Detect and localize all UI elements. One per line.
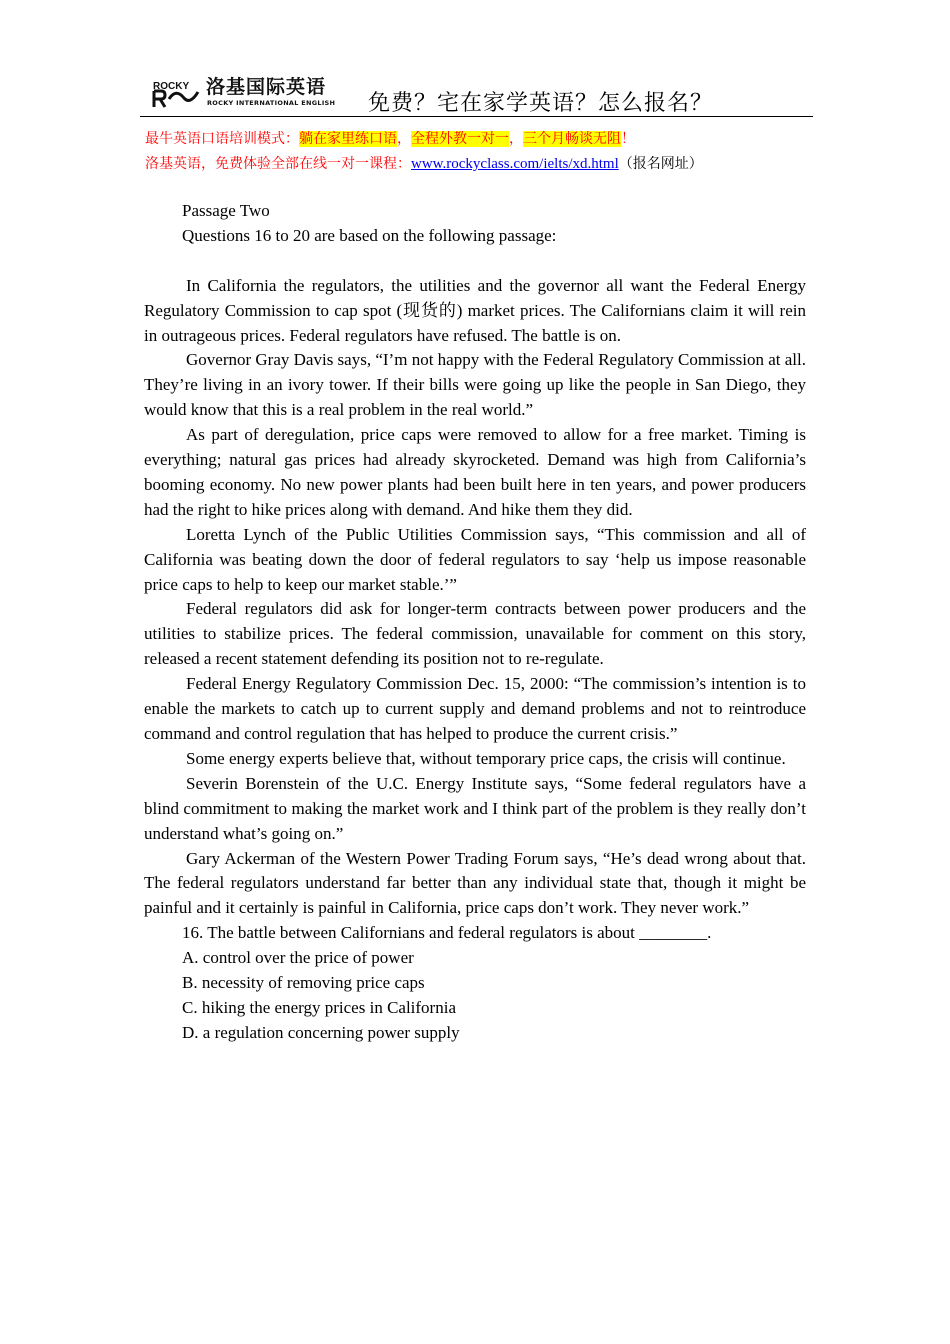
logo-mark-text: ROCKY: [153, 81, 190, 92]
logo-chinese-name: 洛基国际英语: [206, 76, 327, 98]
rocky-logo-mark-icon: [152, 78, 202, 108]
promo-line-2-prefix: 洛基英语，免费体验全部在线一对一课程：: [145, 156, 411, 172]
logo-english-name: ROCKY INTERNATIONAL ENGLISH: [207, 99, 336, 107]
passage-paragraph: Federal Energy Regulatory Commission Dec. 15, 2000: “The commission’s intention is to enable the markets to catch up to current supply and demand problems and not to reintroduce command and control regulation that has helped to produce the current crisis.”: [144, 674, 806, 744]
passage-paragraph: Severin Borenstein of the U.C. Energy Institute says, “Some federal regulators have a blind commitment to making the market work and I think part of the problem is they really don’t understand what’s going on.”: [144, 773, 806, 843]
header-slogan: 免费？宅在家学英语？怎么报名？: [368, 91, 714, 116]
promo-highlight-2: 全程外教一对一: [411, 131, 509, 147]
passage-instruction: Questions 16 to 20 are based on the following passage:: [182, 225, 557, 245]
question-option-b: B. necessity of removing price caps: [182, 973, 425, 993]
passage-paragraph: Federal regulators did ask for longer-term contracts between power producers and the utilities to stabilize prices. The federal commission, unavailable for comment on this story, released a recent statement defending its position not to re-regulate.: [144, 599, 806, 669]
question-option-a: A. control over the price of power: [182, 948, 414, 968]
promo-highlight-3: 三个月畅谈无阻: [523, 131, 621, 147]
promo-separator: ，: [397, 131, 411, 147]
passage-paragraph: Governor Gray Davis says, “I’m not happy with the Federal Regulatory Commission at all. They’re living in an ivory tower. If their bills were going up like the people in San Diego, they would know that this is a real problem in the real world.”: [144, 350, 806, 420]
passage-paragraph: Gary Ackerman of the Western Power Trading Forum says, “He’s dead wrong about that. The federal regulators understand far better than any individual state that, though it might be painful and it certainly is painful in California, price caps don’t work. They never work.”: [144, 848, 806, 918]
passage-content: [144, 199, 806, 1046]
passage-paragraph: Some energy experts believe that, without temporary price caps, the crisis will continue.: [186, 748, 786, 768]
promo-line-2: [145, 153, 703, 173]
passage-paragraph: In California the regulators, the utilities and the governor all want the Federal Energy Regulatory Commission to cap spot (现货的) market prices. The Californians claim it will rein in outrageous prices. Federal regulators have refused. The battle is on.: [144, 275, 806, 345]
question-option-d: D. a regulation concerning power supply: [182, 1022, 460, 1042]
page-header: [140, 70, 813, 117]
signup-link[interactable]: www.rockyclass.com/ielts/xd.html: [411, 156, 619, 172]
passage-paragraph: As part of deregulation, price caps were removed to allow for a free market. Timing is everything; natural gas prices had already skyrocketed. Demand was high from California’s booming economy. No new power plants had been built here in ten years, and power producers had the right to hike prices along with demand. And hike them they did.: [144, 425, 806, 519]
promo-highlight-1: 躺在家里练口语: [299, 131, 397, 147]
question-stem: 16. The battle between Californians and federal regulators is about ________.: [182, 923, 712, 943]
promo-end-mark: ！: [621, 131, 635, 147]
question-option-c: C. hiking the energy prices in California: [182, 997, 456, 1017]
passage-paragraph: Loretta Lynch of the Public Utilities Commission says, “This commission and all of California was beating down the door of federal regulators to say ‘help us impose reasonable price caps to help to keep our market stable.’”: [144, 524, 806, 594]
promo-line-1-prefix: 最牛英语口语培训模式：: [145, 131, 299, 147]
promo-line-1: [145, 128, 635, 148]
signup-note: （报名网址）: [618, 156, 703, 172]
promo-separator: ，: [509, 131, 523, 147]
rocky-logo: [152, 76, 336, 110]
passage-title: Passage Two: [182, 201, 270, 220]
